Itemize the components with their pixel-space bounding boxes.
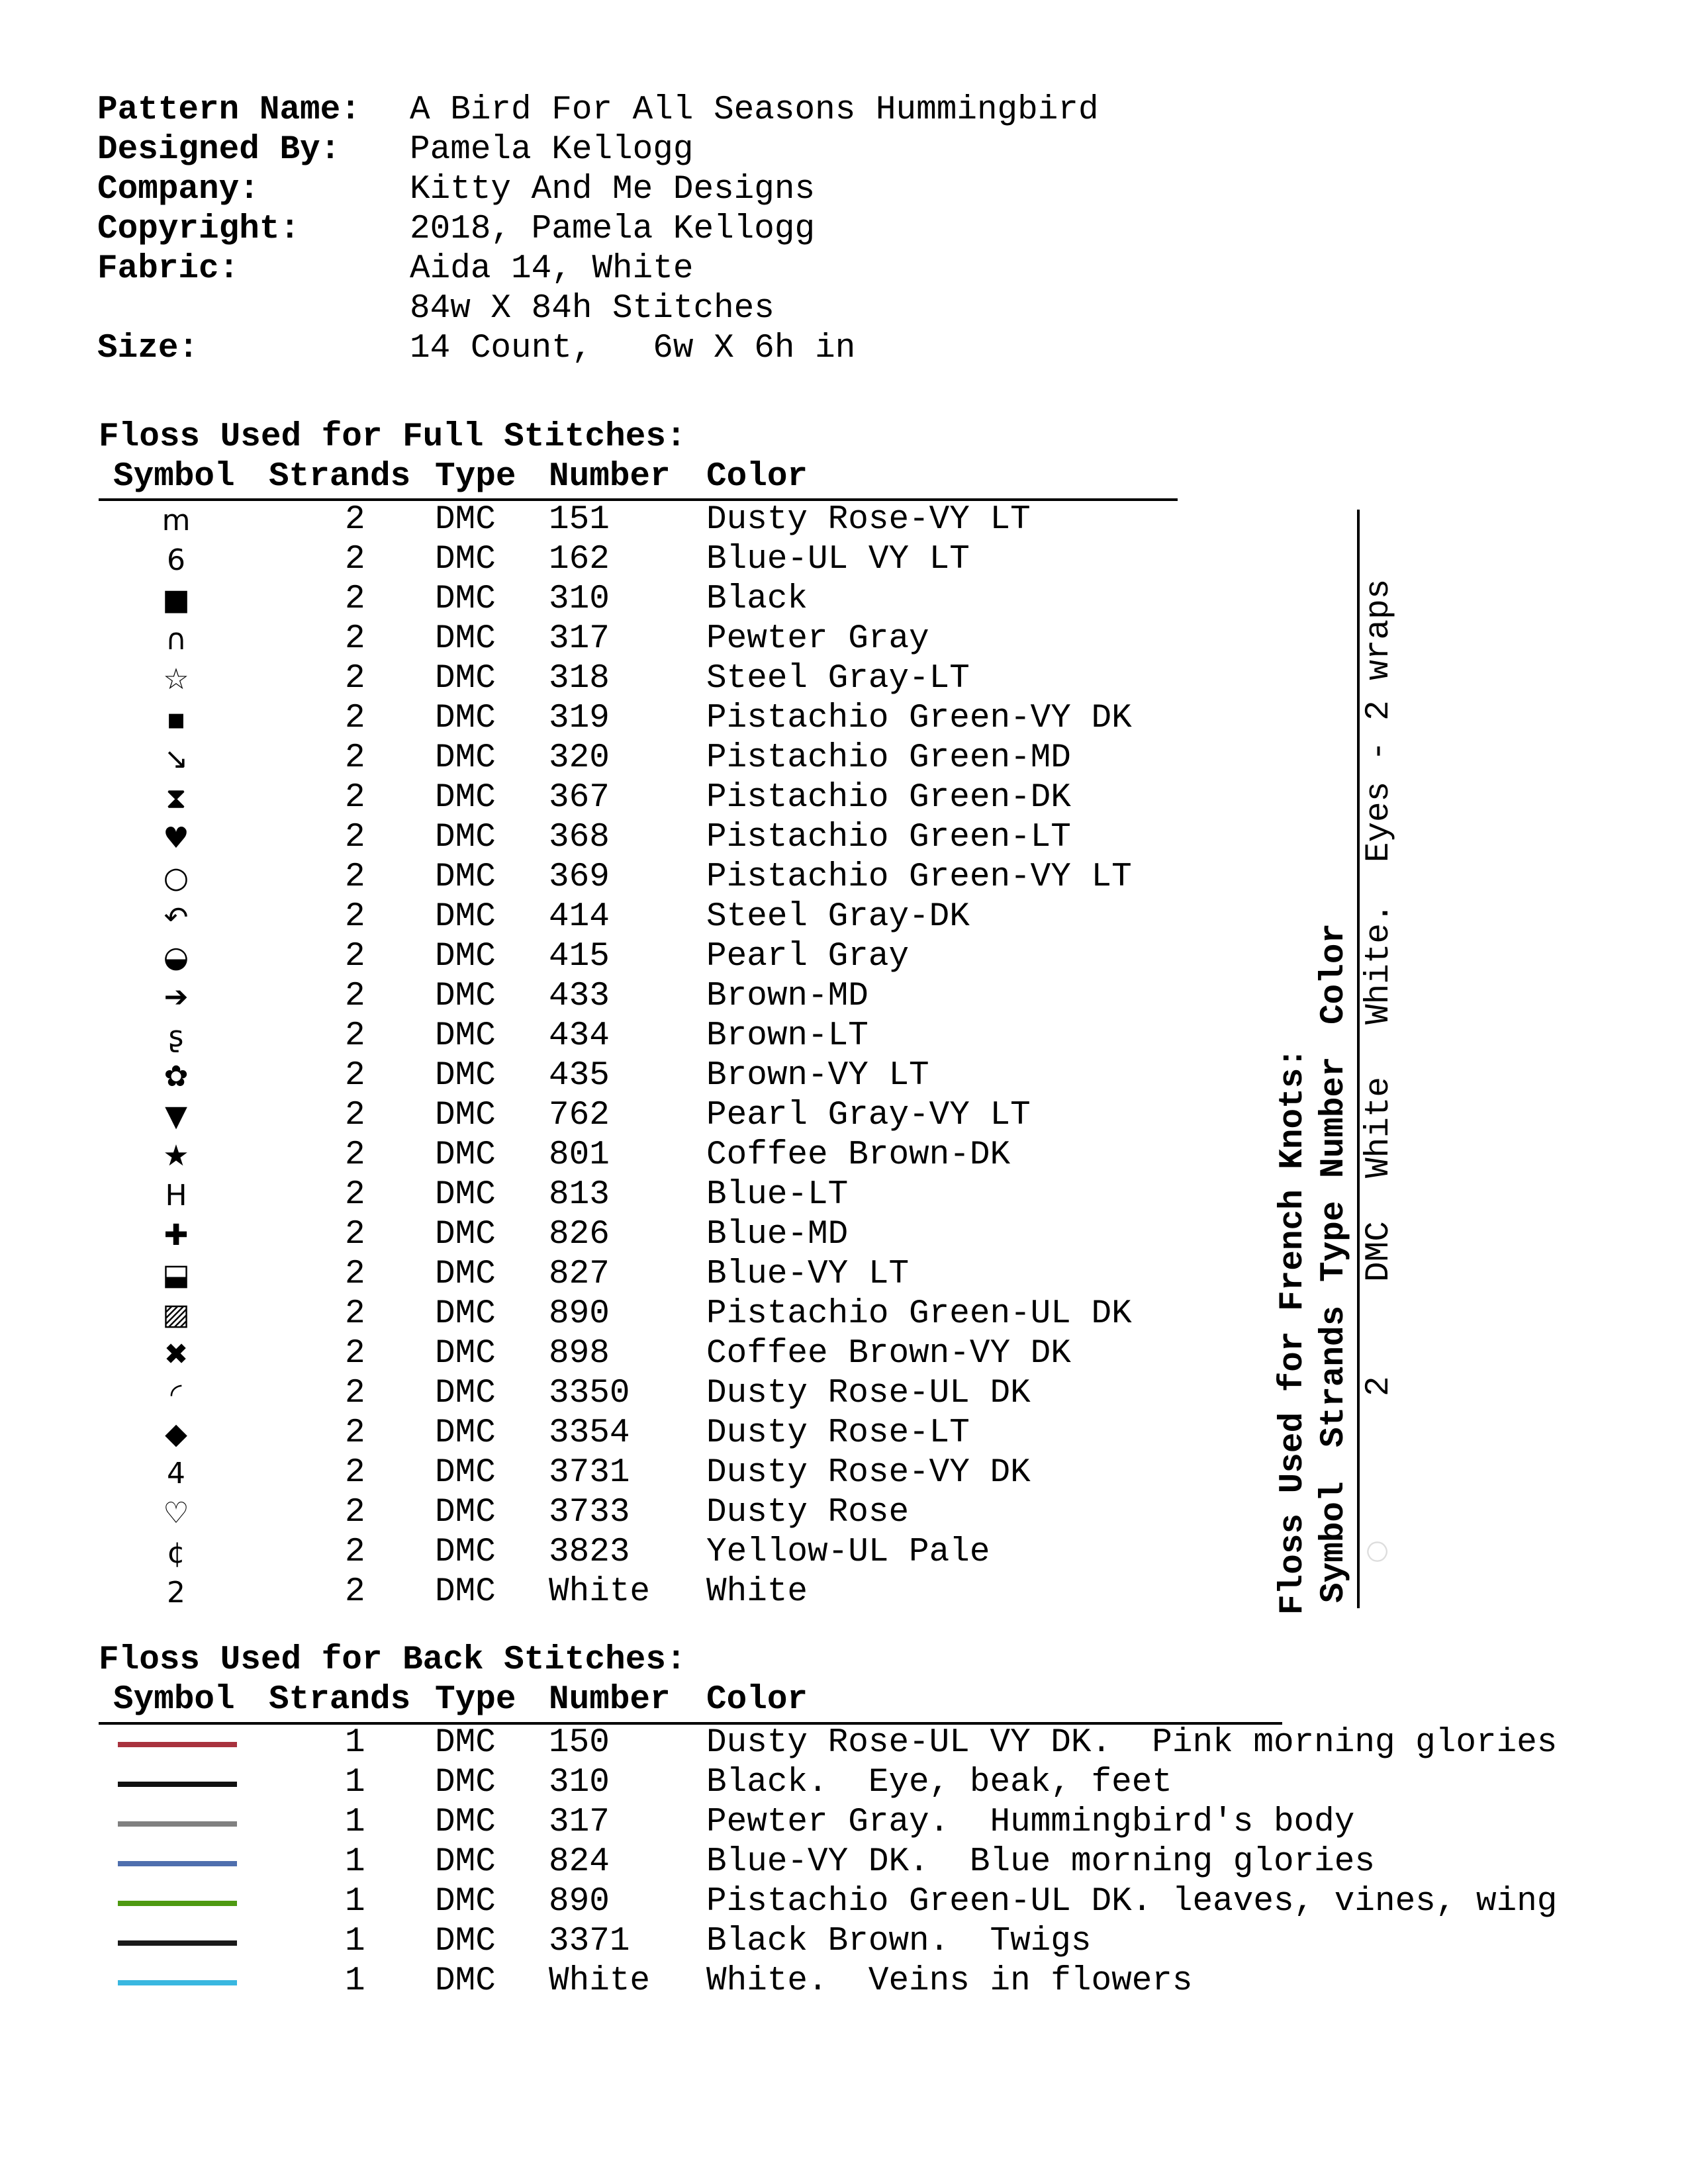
number-cell: 3731 [549, 1454, 630, 1492]
type-cell: DMC [435, 1843, 496, 1881]
color-cell: Brown-VY LT [706, 1057, 929, 1095]
type-cell: DMC [435, 1533, 496, 1571]
type-cell: DMC [435, 938, 496, 976]
number-cell: 813 [549, 1176, 610, 1214]
color-cell: Pistachio Green-MD [706, 739, 1071, 777]
french-knots-header-type: Type [1315, 1201, 1353, 1282]
strands-cell: 2 [345, 1057, 365, 1095]
info-value: 14 Count, 6w X 6h in [410, 330, 856, 367]
strands-cell: 1 [345, 1764, 365, 1801]
number-cell: 414 [549, 898, 610, 936]
symbol-letter-m-icon: m [162, 504, 191, 537]
color-cell: Pewter Gray [706, 620, 929, 658]
type-cell: DMC [435, 1414, 496, 1452]
strands-cell: 2 [345, 858, 365, 896]
french-knots-title: Floss Used for French Knots: [1274, 1048, 1312, 1615]
number-cell: 369 [549, 858, 610, 896]
color-cell: Black [706, 580, 808, 618]
info-value: Pamela Kellogg [410, 131, 694, 169]
symbol-hook-arrow-icon: ↶ [164, 901, 189, 934]
symbol-quarter-arc-icon: ◜ [170, 1377, 182, 1411]
color-cell: White [706, 1573, 808, 1611]
type-cell: DMC [435, 1176, 496, 1214]
symbol-down-triangle-icon: ▼ [165, 1099, 187, 1133]
symbol-plus-icon: ✚ [164, 1218, 189, 1252]
strands-cell: 2 [345, 620, 365, 658]
number-cell: 3350 [549, 1375, 630, 1412]
symbol-right-arrow-icon: ➔ [164, 980, 189, 1014]
type-cell: DMC [435, 898, 496, 936]
strands-cell: 2 [345, 1136, 365, 1174]
french-knot-type: DMC [1360, 1221, 1398, 1282]
strands-cell: 1 [345, 1923, 365, 1960]
number-cell: 318 [549, 660, 610, 698]
french-knot-color: White. Eyes - 2 wraps [1360, 578, 1398, 1024]
number-cell: 435 [549, 1057, 610, 1095]
back-header-symbol: Symbol [113, 1681, 235, 1719]
number-cell: 762 [549, 1097, 610, 1134]
symbol-half-filled-square-icon: ⬓ [162, 1258, 190, 1292]
strands-cell: 2 [345, 1335, 365, 1373]
color-cell: Steel Gray-DK [706, 898, 970, 936]
number-cell: 898 [549, 1335, 610, 1373]
color-cell: Blue-VY DK. Blue morning glories [706, 1843, 1375, 1881]
symbol-cross-icon: ✖ [164, 1338, 189, 1371]
backstitch-line-swatch [118, 1901, 237, 1906]
strands-cell: 1 [345, 1883, 365, 1921]
type-cell: DMC [435, 978, 496, 1015]
symbol-small-square-icon: ▪ [166, 702, 186, 736]
number-cell: 151 [549, 501, 610, 539]
info-value: Aida 14, White [410, 250, 694, 288]
type-cell: DMC [435, 1494, 496, 1531]
type-cell: DMC [435, 1803, 496, 1841]
type-cell: DMC [435, 1097, 496, 1134]
color-cell: Pearl Gray [706, 938, 910, 976]
strands-cell: 2 [345, 1494, 365, 1531]
color-cell: Pistachio Green-VY LT [706, 858, 1132, 896]
symbol-arch-icon: ∩ [165, 623, 187, 657]
french-knots-panel [1274, 578, 1440, 1615]
strands-cell: 2 [345, 1375, 365, 1412]
strands-cell: 2 [345, 580, 365, 618]
symbol-half-circle-icon: ◒ [163, 940, 189, 974]
strands-cell: 2 [345, 1414, 365, 1452]
type-cell: DMC [435, 1017, 496, 1055]
number-cell: White [549, 1962, 651, 2000]
number-cell: 826 [549, 1216, 610, 1253]
number-cell: 824 [549, 1843, 610, 1881]
color-cell: Pewter Gray. Hummingbird's body [706, 1803, 1355, 1841]
strands-cell: 2 [345, 1533, 365, 1571]
backstitch-line-swatch [118, 1821, 237, 1827]
full-header-number: Number [549, 458, 671, 496]
color-cell: Dusty Rose [706, 1494, 910, 1531]
number-cell: 150 [549, 1724, 610, 1762]
symbol-curly-s-icon: ʂ [168, 1020, 184, 1054]
number-cell: 3733 [549, 1494, 630, 1531]
color-cell: Blue-UL VY LT [706, 541, 970, 578]
symbol-outline-star-icon: ☆ [163, 662, 189, 696]
symbol-filled-star-icon: ★ [163, 1139, 189, 1173]
number-cell: 890 [549, 1883, 610, 1921]
strands-cell: 2 [345, 978, 365, 1015]
strands-cell: 2 [345, 541, 365, 578]
color-cell: Dusty Rose-VY LT [706, 501, 1031, 539]
type-cell: DMC [435, 1375, 496, 1412]
info-value: 84w X 84h Stitches [410, 290, 774, 328]
info-label: Fabric: [97, 250, 240, 288]
type-cell: DMC [435, 620, 496, 658]
number-cell: 320 [549, 739, 610, 777]
number-cell: 3823 [549, 1533, 630, 1571]
number-cell: 317 [549, 1803, 610, 1841]
number-cell: 368 [549, 819, 610, 856]
strands-cell: 2 [345, 700, 365, 737]
color-cell: Coffee Brown-VY DK [706, 1335, 1071, 1373]
type-cell: DMC [435, 501, 496, 539]
color-cell: Yellow-UL Pale [706, 1533, 990, 1571]
symbol-hourglass-icon: ⧗ [165, 782, 187, 815]
french-knot-symbol: ○ [1360, 1540, 1391, 1563]
color-cell: Blue-VY LT [706, 1255, 910, 1293]
full-header-symbol: Symbol [113, 458, 235, 496]
number-cell: 319 [549, 700, 610, 737]
number-cell: 3371 [549, 1923, 630, 1960]
info-value: 2018, Pamela Kellogg [410, 210, 816, 248]
symbol-letter-h-icon: H [165, 1179, 187, 1212]
number-cell: 317 [549, 620, 610, 658]
symbol-digit-four-icon: 4 [167, 1457, 185, 1490]
full-header-type: Type [435, 458, 516, 496]
back-stitches-title: Floss Used for Back Stitches: [99, 1641, 686, 1679]
french-knot-number: White [1360, 1076, 1398, 1178]
strands-cell: 2 [345, 938, 365, 976]
info-value: A Bird For All Seasons Hummingbird [410, 91, 1099, 129]
number-cell: 162 [549, 541, 610, 578]
backstitch-line-swatch [118, 1861, 237, 1866]
type-cell: DMC [435, 1454, 496, 1492]
type-cell: DMC [435, 700, 496, 737]
type-cell: DMC [435, 1136, 496, 1174]
symbol-flower-icon: ✿ [164, 1060, 189, 1093]
full-header-strands: Strands [269, 458, 411, 496]
info-label: Copyright: [97, 210, 301, 248]
type-cell: DMC [435, 580, 496, 618]
strands-cell: 2 [345, 1295, 365, 1333]
number-cell: 310 [549, 1764, 610, 1801]
color-cell: Steel Gray-LT [706, 660, 970, 698]
symbol-filled-heart-icon: ♥ [163, 821, 189, 855]
type-cell: DMC [435, 1216, 496, 1253]
backstitch-line-swatch [118, 1742, 237, 1747]
type-cell: DMC [435, 1962, 496, 2000]
info-label: Designed By: [97, 131, 341, 169]
symbol-cent-icon: ¢ [167, 1536, 185, 1570]
color-cell: Brown-LT [706, 1017, 868, 1055]
type-cell: DMC [435, 1923, 496, 1960]
type-cell: DMC [435, 541, 496, 578]
info-value: Kitty And Me Designs [410, 171, 816, 208]
strands-cell: 2 [345, 1017, 365, 1055]
number-cell: White [549, 1573, 651, 1611]
color-cell: Pistachio Green-DK [706, 779, 1071, 817]
french-knots-header-color: Color [1315, 923, 1353, 1024]
strands-cell: 1 [345, 1962, 365, 2000]
strands-cell: 2 [345, 779, 365, 817]
backstitch-line-swatch [118, 1782, 237, 1787]
symbol-diamond-icon: ◆ [165, 1417, 187, 1451]
number-cell: 415 [549, 938, 610, 976]
color-cell: White. Veins in flowers [706, 1962, 1193, 2000]
color-cell: Dusty Rose-UL VY DK. Pink morning glories [706, 1724, 1558, 1762]
color-cell: Pistachio Green-LT [706, 819, 1071, 856]
strands-cell: 2 [345, 1454, 365, 1492]
type-cell: DMC [435, 660, 496, 698]
strands-cell: 2 [345, 1255, 365, 1293]
info-label: Company: [97, 171, 259, 208]
symbol-digit-two-icon: 2 [167, 1576, 185, 1610]
color-cell: Dusty Rose-UL DK [706, 1375, 1031, 1412]
full-stitches-title: Floss Used for Full Stitches: [99, 418, 686, 456]
strands-cell: 2 [345, 1573, 365, 1611]
color-cell: Pistachio Green-UL DK [706, 1295, 1132, 1333]
strands-cell: 1 [345, 1724, 365, 1762]
back-header-strands: Strands [269, 1681, 411, 1719]
type-cell: DMC [435, 1255, 496, 1293]
back-header-color: Color [706, 1681, 808, 1719]
strands-cell: 2 [345, 819, 365, 856]
strands-cell: 2 [345, 1176, 365, 1214]
number-cell: 827 [549, 1255, 610, 1293]
type-cell: DMC [435, 858, 496, 896]
number-cell: 801 [549, 1136, 610, 1174]
strands-cell: 2 [345, 898, 365, 936]
symbol-digit-six-icon: 6 [167, 543, 185, 577]
color-cell: Pearl Gray-VY LT [706, 1097, 1031, 1134]
french-knot-strands: 2 [1360, 1376, 1398, 1396]
color-cell: Black. Eye, beak, feet [706, 1764, 1172, 1801]
french-knots-header-symbol: Symbol [1315, 1481, 1353, 1603]
back-header-type: Type [435, 1681, 516, 1719]
type-cell: DMC [435, 819, 496, 856]
strands-cell: 2 [345, 1216, 365, 1253]
type-cell: DMC [435, 1295, 496, 1333]
number-cell: 890 [549, 1295, 610, 1333]
type-cell: DMC [435, 1724, 496, 1762]
strands-cell: 2 [345, 660, 365, 698]
symbol-hatched-square-icon: ▨ [162, 1298, 190, 1332]
full-header-color: Color [706, 458, 808, 496]
symbol-filled-square-icon: ■ [162, 583, 190, 617]
back-header-number: Number [549, 1681, 671, 1719]
symbol-outline-heart-icon: ♡ [163, 1496, 189, 1530]
type-cell: DMC [435, 1764, 496, 1801]
color-cell: Brown-MD [706, 978, 868, 1015]
symbol-circle-icon: ○ [163, 861, 189, 895]
color-cell: Dusty Rose-VY DK [706, 1454, 1031, 1492]
type-cell: DMC [435, 1573, 496, 1611]
number-cell: 433 [549, 978, 610, 1015]
color-cell: Pistachio Green-VY DK [706, 700, 1132, 737]
color-cell: Blue-MD [706, 1216, 849, 1253]
backstitch-line-swatch [118, 1980, 237, 1985]
type-cell: DMC [435, 779, 496, 817]
type-cell: DMC [435, 1057, 496, 1095]
strands-cell: 1 [345, 1843, 365, 1881]
info-label: Pattern Name: [97, 91, 361, 129]
french-knots-header-strands: Strands [1315, 1305, 1353, 1447]
info-label: Size: [97, 330, 199, 367]
number-cell: 434 [549, 1017, 610, 1055]
number-cell: 367 [549, 779, 610, 817]
symbol-down-right-arrow-icon: ↘ [164, 742, 189, 776]
type-cell: DMC [435, 1883, 496, 1921]
number-cell: 310 [549, 580, 610, 618]
number-cell: 3354 [549, 1414, 630, 1452]
color-cell: Pistachio Green-UL DK. leaves, vines, wing [706, 1883, 1558, 1921]
type-cell: DMC [435, 1335, 496, 1373]
backstitch-line-swatch [118, 1940, 237, 1946]
type-cell: DMC [435, 739, 496, 777]
strands-cell: 2 [345, 739, 365, 777]
color-cell: Coffee Brown-DK [706, 1136, 1011, 1174]
french-knots-header-number: Number [1315, 1056, 1353, 1178]
color-cell: Black Brown. Twigs [706, 1923, 1092, 1960]
strands-cell: 2 [345, 501, 365, 539]
strands-cell: 1 [345, 1803, 365, 1841]
color-cell: Dusty Rose-LT [706, 1414, 970, 1452]
strands-cell: 2 [345, 1097, 365, 1134]
color-cell: Blue-LT [706, 1176, 849, 1214]
